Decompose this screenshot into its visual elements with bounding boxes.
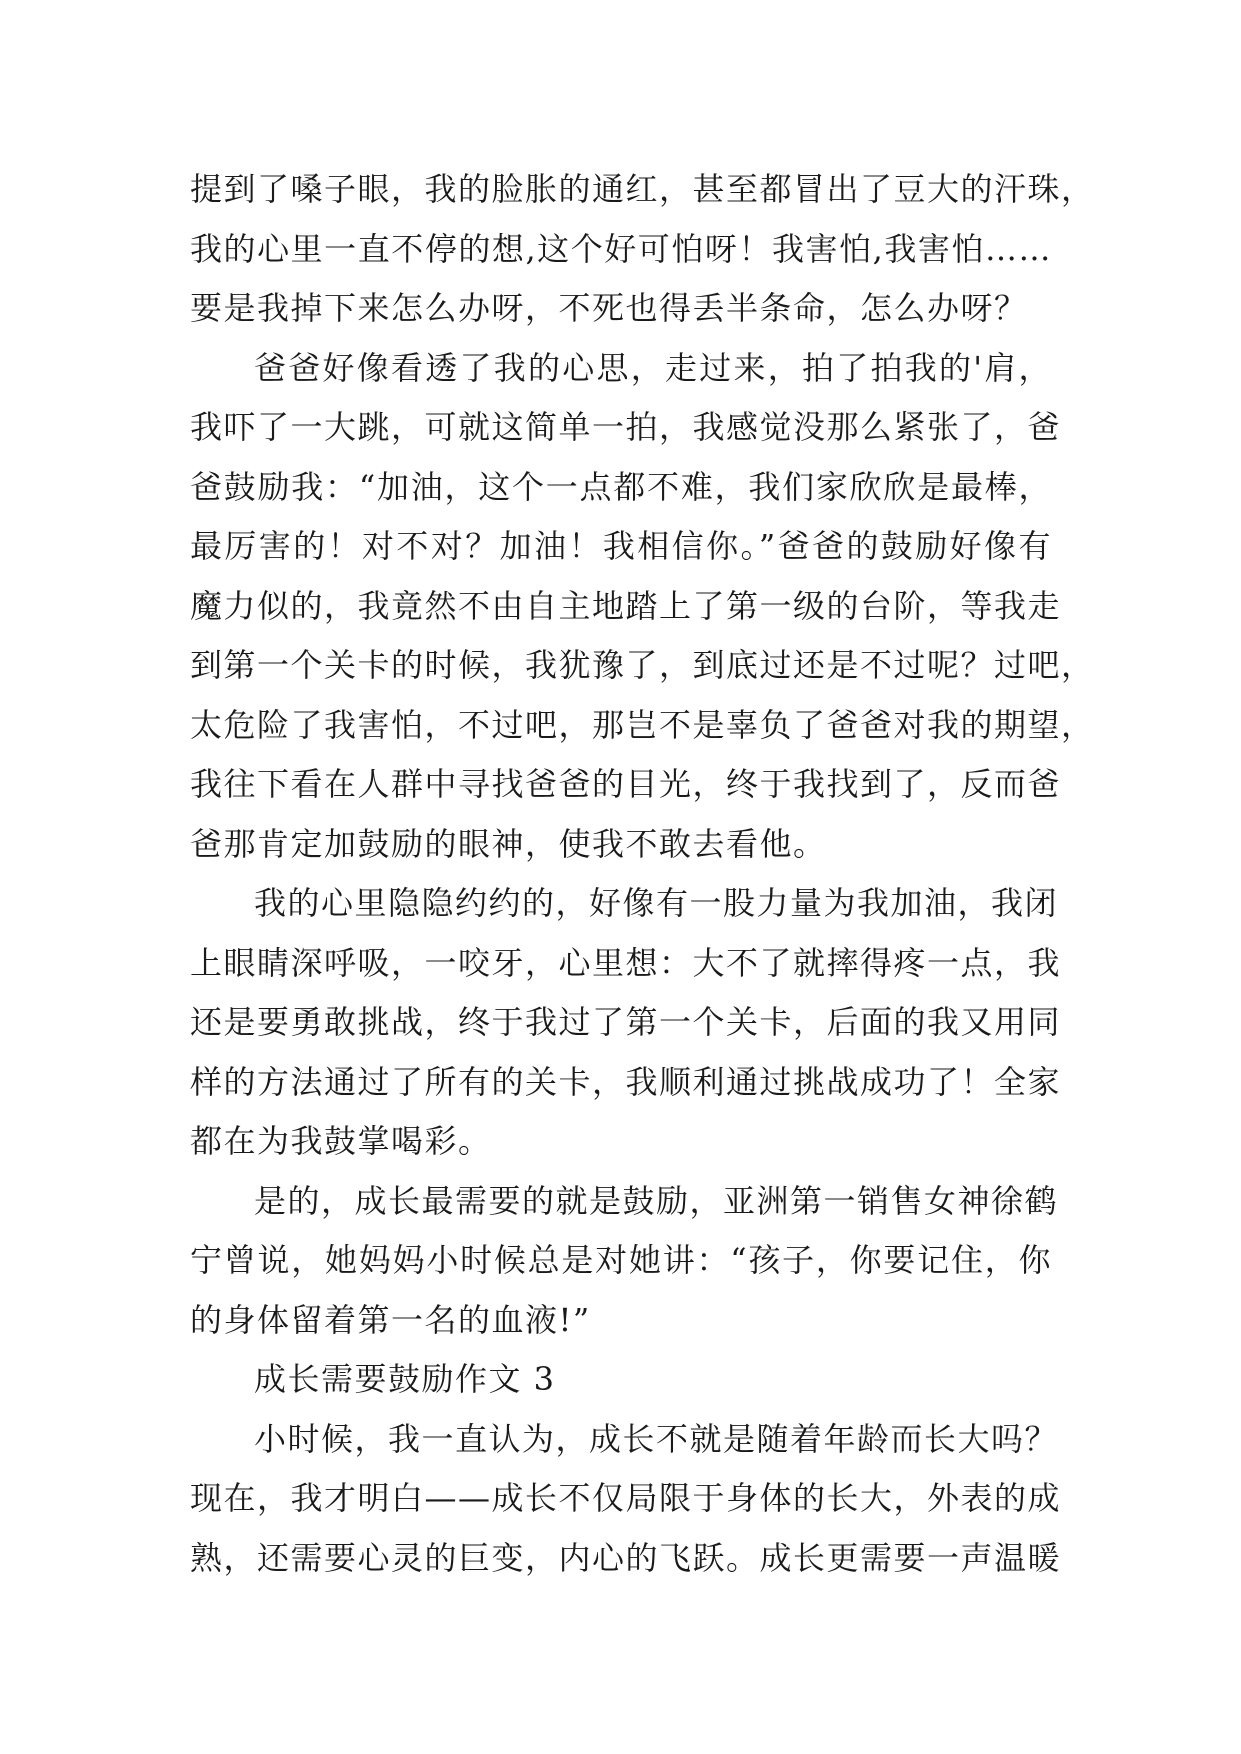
text-line: 提到了嗓子眼，我的脸胀的通红，甚至都冒出了豆大的汗珠， xyxy=(190,170,1095,208)
text-line: 上眼睛深呼吸，一咬牙，心里想：大不了就摔得疼一点，我 xyxy=(190,943,1062,982)
text-line: 现在，我才明白——成长不仅局限于身体的长大，外表的成 xyxy=(190,1479,1062,1517)
text-line: 爸爸好像看透了我的心思，走过来，拍了拍我的'肩， xyxy=(254,348,1052,387)
text-line: 是的，成长最需要的就是鼓励，亚洲第一销售女神徐鹤 xyxy=(254,1181,1059,1220)
text-line: 还是要勇敢挑战，终于我过了第一个关卡，后面的我又用同 xyxy=(190,1003,1062,1041)
text-line: 小时候，我一直认为，成长不就是随着年龄而长大吗？ xyxy=(254,1419,1059,1458)
text-line: 太危险了我害怕，不过吧，那岂不是辜负了爸爸对我的期望， xyxy=(190,705,1095,744)
text-line: 宁曾说，她妈妈小时候总是对她讲：“孩子，你要记住，你 xyxy=(190,1241,1052,1279)
essay-text xyxy=(190,160,1095,1588)
text-line: 我的心里一直不停的想,这个好可怕呀！我害怕,我害怕…… xyxy=(190,229,1052,268)
text-line: 我吓了一大跳，可就这简单一拍，我感觉没那么紧张了，爸 xyxy=(190,408,1062,446)
text-line: 魔力似的，我竟然不由自主地踏上了第一级的台阶，等我走 xyxy=(190,586,1062,625)
text-line: 我往下看在人群中寻找爸爸的目光，终于我找到了，反而爸 xyxy=(190,765,1062,803)
text-line: 到第一个关卡的时候，我犹豫了，到底过还是不过呢？过吧， xyxy=(190,646,1095,684)
text-line: 爸鼓励我：“加油，这个一点都不难，我们家欣欣是最棒， xyxy=(190,467,1052,506)
text-line: 要是我掉下来怎么办呀，不死也得丢半条命，怎么办呀？ xyxy=(190,289,1028,327)
text-line: 都在为我鼓掌喝彩。 xyxy=(190,1122,492,1160)
text-line: 成长需要鼓励作文 3 xyxy=(254,1360,556,1398)
text-line: 熟，还需要心灵的巨变，内心的飞跃。成长更需要一声温暖 xyxy=(190,1538,1062,1577)
text-line: 爸那肯定加鼓励的眼神，使我不敢去看他。 xyxy=(190,824,827,863)
text-line: 的身体留着第一名的血液!” xyxy=(190,1300,591,1339)
text-line: 我的心里隐隐约约的，好像有一股力量为我加油，我闭 xyxy=(254,884,1059,922)
text-line: 最厉害的！对不对？加油！我相信你。”爸爸的鼓励好像有 xyxy=(190,527,1052,565)
text-line: 样的方法通过了所有的关卡，我顺利通过挑战成功了！全家 xyxy=(190,1062,1062,1101)
